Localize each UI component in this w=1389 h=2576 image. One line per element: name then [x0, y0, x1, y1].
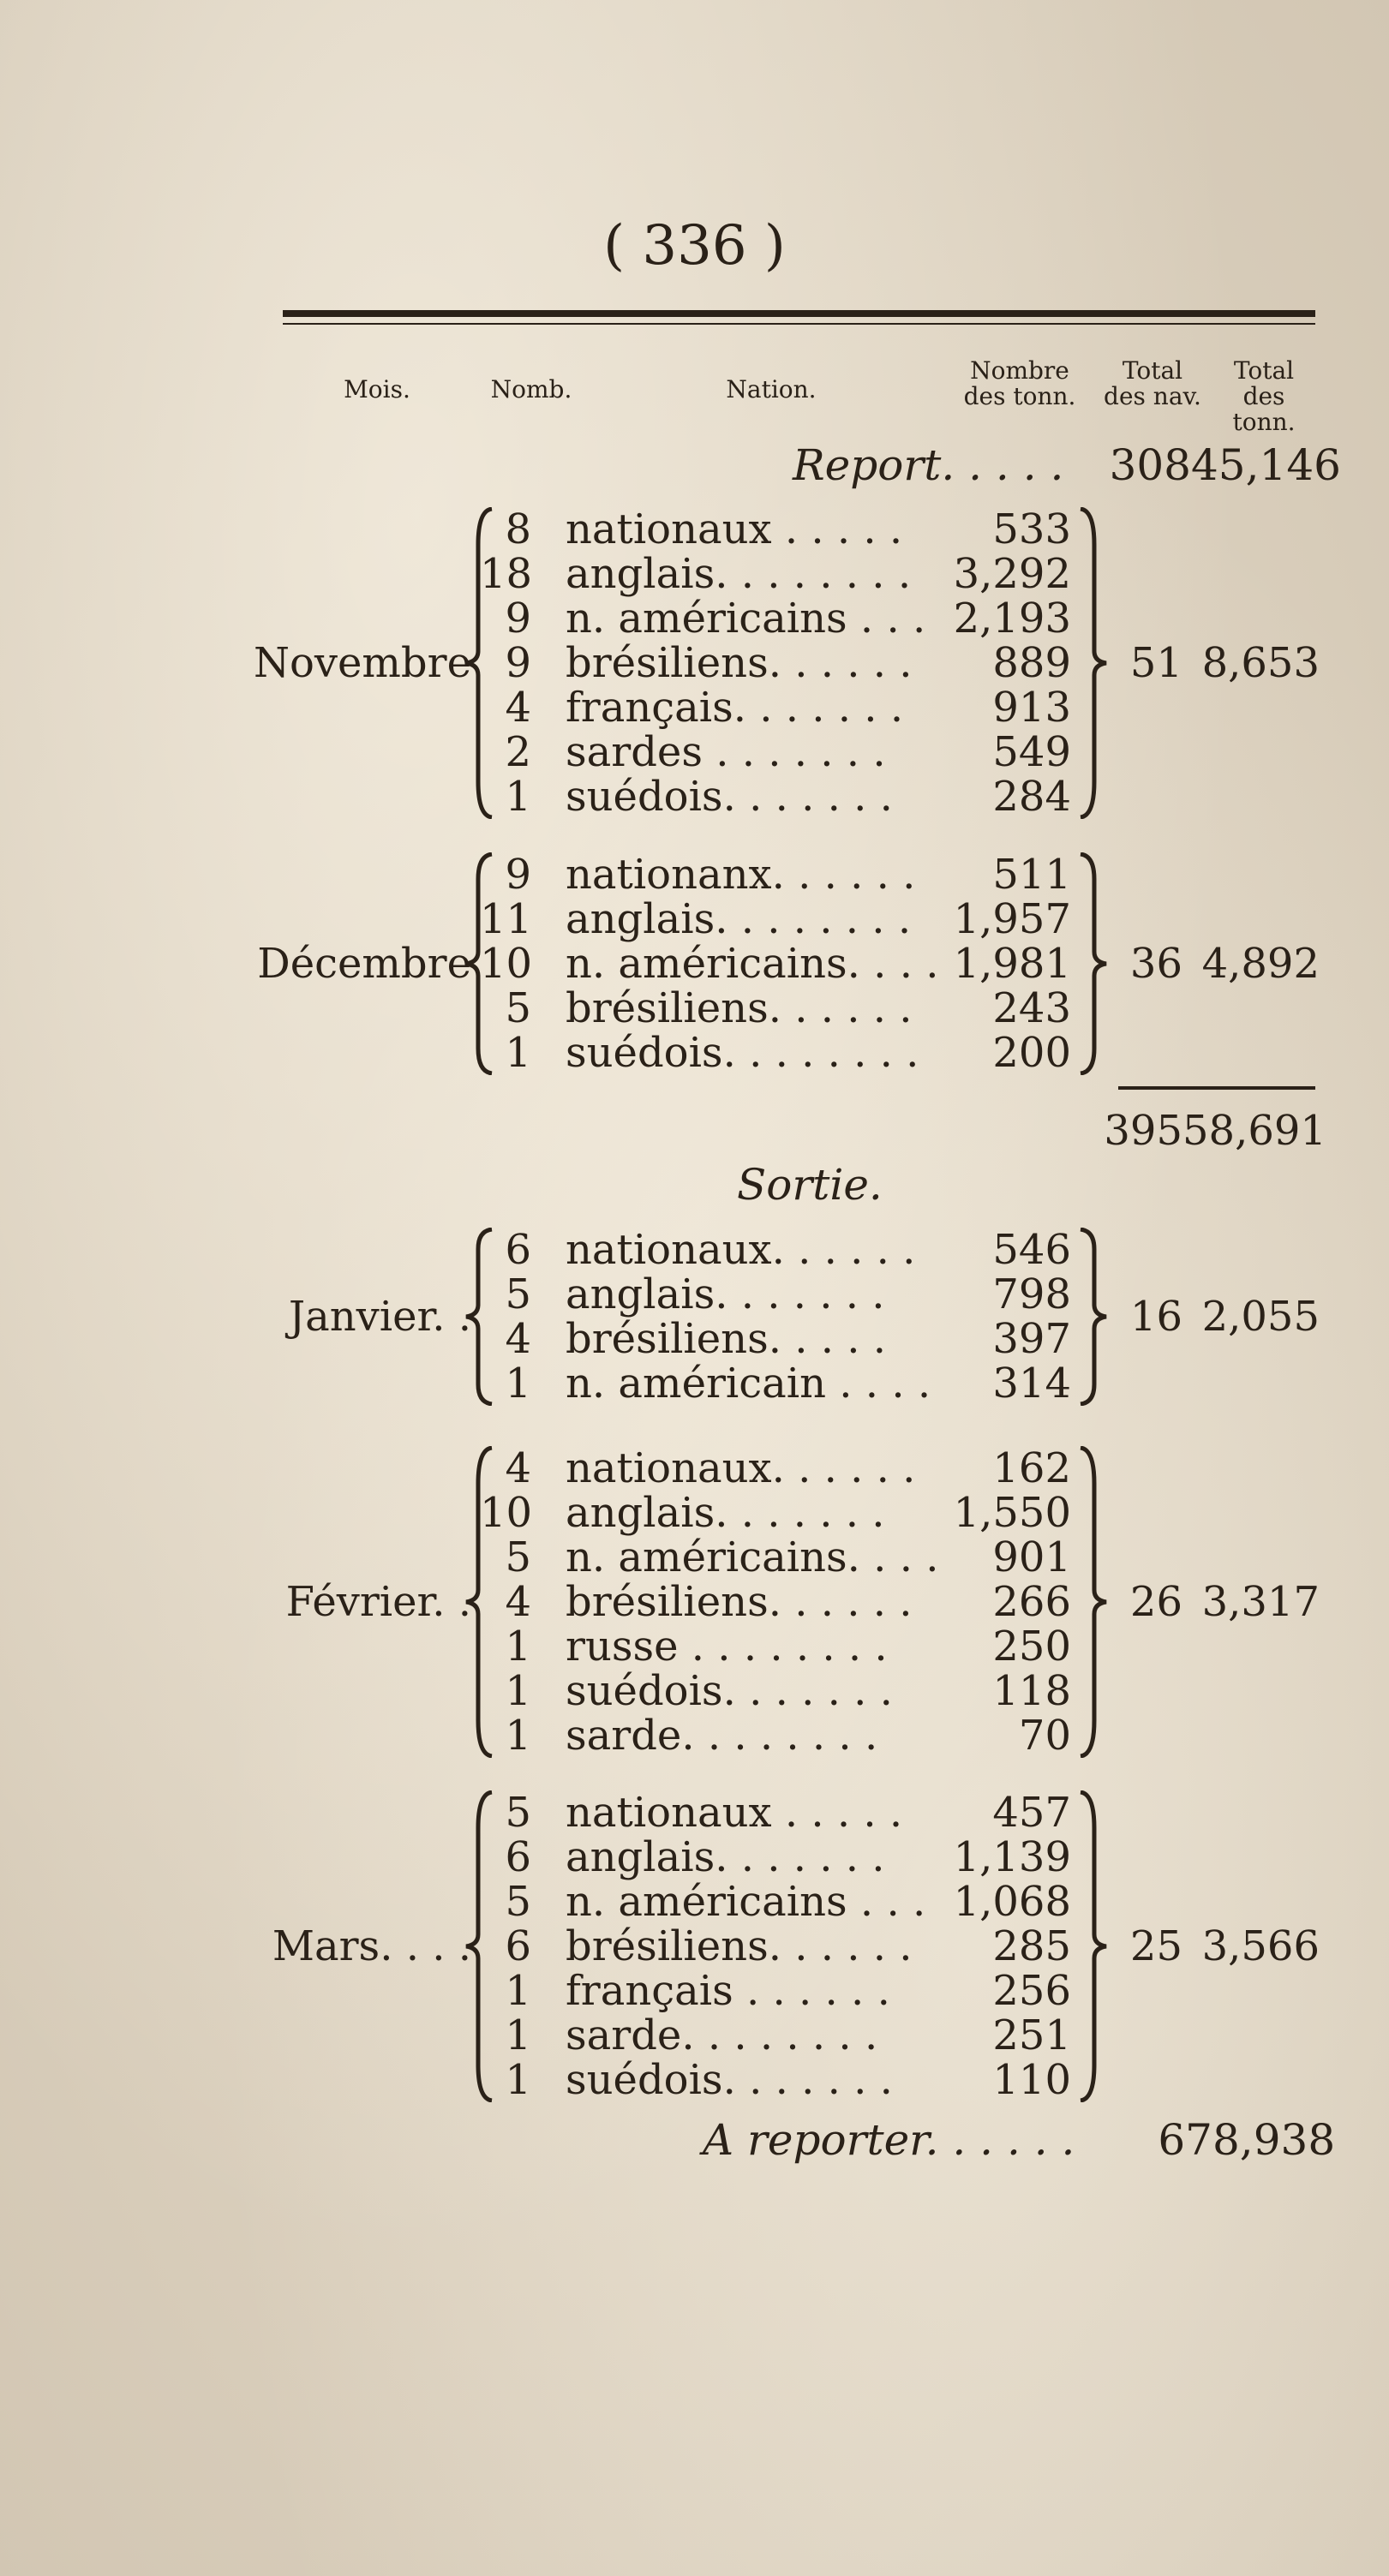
- ship-count: 4: [505, 1315, 531, 1363]
- nation-name: sarde. . . . . . . .: [566, 1712, 878, 1760]
- tonnage-value: 200: [992, 1029, 1071, 1077]
- table-row: [446, 1491, 1285, 1535]
- header-total-tons-line1: Total: [1233, 356, 1295, 385]
- tonnage-value: 1,981: [953, 940, 1071, 988]
- tonnage-value: 110: [992, 2056, 1071, 2104]
- table-row: [446, 1880, 1285, 1924]
- tonnage-value: 1,139: [953, 1833, 1071, 1881]
- table-row: [446, 986, 1285, 1031]
- table-row: [446, 1535, 1285, 1580]
- tonnage-value: 2,193: [953, 595, 1071, 643]
- table-row: [446, 1446, 1285, 1491]
- table-row: [446, 1228, 1285, 1272]
- nation-name: brésiliens. . . . . .: [566, 984, 913, 1032]
- subtotal-tons: 58,691: [1182, 1107, 1326, 1155]
- nation-name: anglais. . . . . . . .: [566, 895, 912, 943]
- sortie-heading: Sortie.: [737, 1160, 883, 1210]
- nation-name: anglais. . . . . . . .: [566, 550, 912, 598]
- ship-count: 5: [505, 1533, 531, 1581]
- report-label: Report. . . . .: [793, 440, 1064, 490]
- ship-count: 1: [505, 2011, 531, 2059]
- nation-name: brésiliens. . . . . .: [566, 1578, 913, 1626]
- group-total-ships: 26: [1129, 1578, 1182, 1626]
- nation-name: anglais. . . . . . .: [566, 1833, 885, 1881]
- group-total-ships: 16: [1129, 1293, 1182, 1341]
- header-tons-line2: des tonn.: [963, 382, 1076, 410]
- ship-count: 1: [505, 1029, 531, 1077]
- tonnage-value: 284: [992, 773, 1071, 821]
- table-row: [446, 730, 1285, 774]
- nation-name: suédois. . . . . . .: [566, 773, 893, 821]
- ship-count: 6: [505, 1833, 531, 1881]
- header-total-tons-line2: des tonn.: [1232, 382, 1296, 436]
- tonnage-value: 285: [992, 1922, 1071, 1970]
- ship-count: 18: [480, 550, 533, 598]
- ship-count: 10: [480, 1489, 533, 1537]
- nation-name: anglais. . . . . . .: [566, 1489, 885, 1537]
- ship-count: 1: [505, 773, 531, 821]
- tonnage-value: 511: [992, 851, 1071, 899]
- tonnage-value: 1,068: [953, 1878, 1071, 1926]
- tonnage-value: 250: [992, 1623, 1071, 1671]
- tonnage-value: 251: [992, 2011, 1071, 2059]
- tonnage-value: 1,550: [953, 1489, 1071, 1537]
- ship-count: 9: [505, 851, 531, 899]
- ship-count: 6: [505, 1226, 531, 1274]
- tonnage-value: 256: [992, 1967, 1071, 2015]
- table-row: [446, 596, 1285, 641]
- header-tons: [951, 358, 1088, 409]
- ship-count: 5: [505, 984, 531, 1032]
- group-total-ships: 51: [1129, 639, 1182, 687]
- nation-name: n. américain . . . .: [566, 1360, 931, 1408]
- tonnage-value: 397: [992, 1315, 1071, 1363]
- carry-forward-label: A reporter. . . . . .: [703, 2115, 1075, 2165]
- tonnage-value: 889: [992, 639, 1071, 687]
- tonnage-value: 243: [992, 984, 1071, 1032]
- tonnage-value: 913: [992, 684, 1071, 732]
- group-total-ships: 25: [1129, 1922, 1182, 1970]
- ship-count: 1: [505, 1967, 531, 2015]
- nation-name: brésiliens. . . . . .: [566, 639, 913, 687]
- ship-count: 1: [505, 1623, 531, 1671]
- nation-name: suédois. . . . . . .: [566, 1667, 893, 1715]
- group-total-ships: 36: [1129, 940, 1182, 988]
- tonnage-value: 457: [992, 1789, 1071, 1837]
- ship-count: 1: [505, 1667, 531, 1715]
- ship-count: 9: [505, 595, 531, 643]
- nation-name: nationaux . . . . .: [566, 505, 903, 553]
- header-total-ships-line2: des nav.: [1104, 382, 1201, 410]
- table-row: [446, 1361, 1285, 1406]
- month-label: Février. .: [285, 1578, 471, 1626]
- tonnage-value: 798: [992, 1270, 1071, 1318]
- table-row: [446, 852, 1285, 897]
- nation-name: français . . . . . .: [566, 1967, 890, 2015]
- table-row: [446, 1669, 1285, 1713]
- ship-count: 5: [505, 1789, 531, 1837]
- report-tons: 45,146: [1191, 440, 1341, 490]
- tonnage-value: 549: [992, 728, 1071, 776]
- table-row: [446, 774, 1285, 819]
- nation-name: brésiliens. . . . . .: [566, 1922, 913, 1970]
- header-rule-thin: [283, 323, 1315, 325]
- tonnage-value: 118: [992, 1667, 1071, 1715]
- ship-count: 1: [505, 1360, 531, 1408]
- nation-name: russe . . . . . . . .: [566, 1623, 888, 1671]
- tonnage-value: 546: [992, 1226, 1071, 1274]
- carry-forward-ships: 67: [1158, 2115, 1212, 2165]
- subtotal-ships: 395: [1104, 1107, 1182, 1155]
- header-total-tons: [1208, 358, 1320, 435]
- nation-name: nationaux . . . . .: [566, 1789, 903, 1837]
- ship-count: 5: [505, 1878, 531, 1926]
- table-row: [446, 1713, 1285, 1758]
- nation-name: nationaux. . . . . .: [566, 1444, 916, 1492]
- nation-name: suédois. . . . . . . .: [566, 1029, 919, 1077]
- nation-name: n. américains . . .: [566, 595, 926, 643]
- month-label: Janvier. .: [288, 1293, 471, 1341]
- ship-count: 11: [480, 895, 533, 943]
- table-row: [446, 2013, 1285, 2058]
- table-row: [446, 1835, 1285, 1880]
- group-total-tons: 3,566: [1201, 1922, 1320, 1970]
- tonnage-value: 162: [992, 1444, 1071, 1492]
- nation-name: français. . . . . . .: [566, 684, 904, 732]
- table-row: [446, 1790, 1285, 1835]
- tonnage-value: 314: [992, 1360, 1071, 1408]
- nation-name: nationaux. . . . . .: [566, 1226, 916, 1274]
- table-row: [446, 1969, 1285, 2013]
- nation-name: suédois. . . . . . .: [566, 2056, 893, 2104]
- nation-name: sardes . . . . . . .: [566, 728, 886, 776]
- carry-forward-tons: 8,938: [1212, 2115, 1336, 2165]
- table-row: [446, 1624, 1285, 1669]
- header-total-ships: [1097, 358, 1208, 409]
- ship-count: 5: [505, 1270, 531, 1318]
- header-rule-thick: [283, 310, 1315, 317]
- table-row: [446, 507, 1285, 552]
- header-tons-line1: Nombre: [970, 356, 1069, 385]
- tonnage-value: 266: [992, 1578, 1071, 1626]
- nation-name: n. américains. . . .: [566, 1533, 939, 1581]
- nation-name: n. américains. . . .: [566, 940, 939, 988]
- table-row: [446, 552, 1285, 596]
- month-label: Décembre: [257, 940, 471, 988]
- header-total-ships-line1: Total: [1122, 356, 1183, 385]
- nation-name: anglais. . . . . . .: [566, 1270, 885, 1318]
- group-total-tons: 2,055: [1201, 1293, 1320, 1341]
- table-row: [446, 1031, 1285, 1075]
- header-nation: Nation.: [726, 375, 817, 403]
- tonnage-value: 901: [992, 1533, 1071, 1581]
- table-row: [446, 2058, 1285, 2102]
- table-row: [446, 685, 1285, 730]
- nation-name: sarde. . . . . . . .: [566, 2011, 878, 2059]
- page-number: ( 336 ): [603, 214, 786, 278]
- tonnage-value: 3,292: [953, 550, 1071, 598]
- tonnage-value: 70: [1018, 1712, 1071, 1760]
- nation-name: n. américains . . .: [566, 1878, 926, 1926]
- month-label: Mars. . . .: [272, 1922, 471, 1970]
- ship-count: 1: [505, 1712, 531, 1760]
- ship-count: 6: [505, 1922, 531, 1970]
- header-month: Mois.: [344, 375, 410, 403]
- nation-name: nationanx. . . . . .: [566, 851, 916, 899]
- nation-name: brésiliens. . . . .: [566, 1315, 887, 1363]
- ship-count: 4: [505, 1578, 531, 1626]
- report-ships: 308: [1109, 440, 1191, 490]
- ship-count: 9: [505, 639, 531, 687]
- group-total-tons: 4,892: [1201, 940, 1320, 988]
- tonnage-value: 1,957: [953, 895, 1071, 943]
- ship-count: 4: [505, 1444, 531, 1492]
- ship-count: 2: [505, 728, 531, 776]
- ship-count: 1: [505, 2056, 531, 2104]
- subtotal-rule: [1118, 1086, 1315, 1090]
- ship-count: 4: [505, 684, 531, 732]
- ship-count: 8: [505, 505, 531, 553]
- group-total-tons: 8,653: [1201, 639, 1320, 687]
- month-label: Novembre: [253, 639, 471, 687]
- group-total-tons: 3,317: [1201, 1578, 1320, 1626]
- table-row: [446, 897, 1285, 941]
- ship-count: 10: [480, 940, 533, 988]
- header-count: Nomb.: [490, 375, 572, 403]
- tonnage-value: 533: [992, 505, 1071, 553]
